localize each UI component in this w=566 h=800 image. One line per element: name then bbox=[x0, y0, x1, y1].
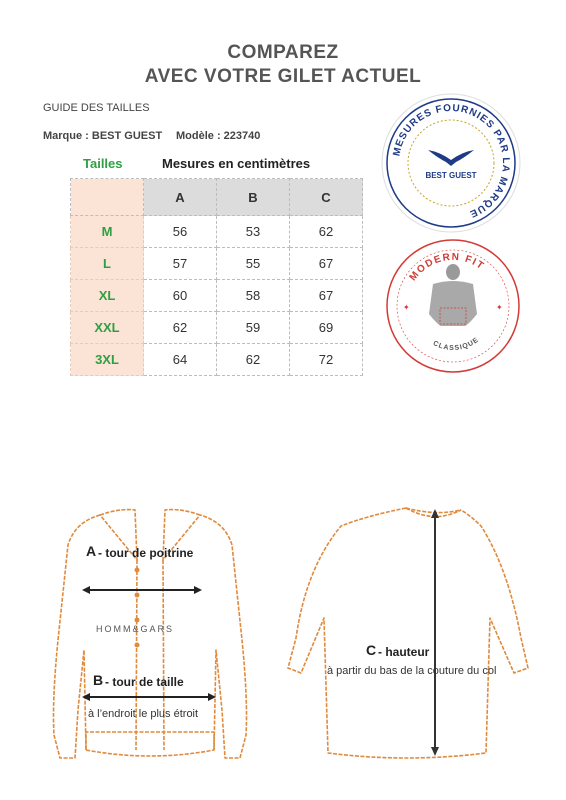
b-note: à l’endroit le plus étroit bbox=[88, 708, 199, 720]
size-cell: L bbox=[71, 248, 144, 280]
seal-ring-text: MESURES FOURNIES PAR LA MARQUE bbox=[391, 102, 512, 220]
size-cell: XXL bbox=[71, 312, 144, 344]
measure-cell: 69 bbox=[290, 312, 363, 344]
c-label: - hauteur bbox=[378, 645, 430, 659]
measure-cell: 58 bbox=[217, 280, 290, 312]
table-row bbox=[71, 248, 363, 280]
size-cell: M bbox=[71, 216, 144, 248]
measure-cell: 62 bbox=[144, 312, 217, 344]
a-label: - tour de poitrine bbox=[98, 546, 194, 560]
measure-cell: 59 bbox=[217, 312, 290, 344]
garment-logo: HOMM&GARS bbox=[96, 624, 175, 634]
seal-logo-text: BEST GUEST bbox=[425, 171, 477, 180]
modern-fit-seal bbox=[385, 238, 521, 374]
star-right-icon: ✦ bbox=[496, 303, 503, 312]
cardigan-front-diagram bbox=[40, 500, 260, 770]
modern-fit-text: MODERN FIT bbox=[407, 251, 487, 284]
waist-measure-arrow bbox=[82, 693, 216, 701]
b-letter: B bbox=[93, 672, 104, 688]
brand-line: Marque : BEST GUEST bbox=[43, 130, 163, 142]
chest-measure-arrow bbox=[82, 586, 202, 594]
measure-cell: 67 bbox=[290, 248, 363, 280]
measure-cell: 55 bbox=[217, 248, 290, 280]
measure-cell: 64 bbox=[144, 344, 217, 376]
measures-header: Mesures en centimètres bbox=[162, 156, 311, 171]
title-line-2: AVEC VOTRE GILET ACTUEL bbox=[144, 66, 422, 87]
size-cell: XL bbox=[71, 280, 144, 312]
table-corner bbox=[71, 179, 144, 216]
measure-cell: 56 bbox=[144, 216, 217, 248]
table-row bbox=[71, 280, 363, 312]
column-header-a: A bbox=[144, 179, 217, 216]
table-row bbox=[71, 312, 363, 344]
measure-cell: 57 bbox=[144, 248, 217, 280]
size-table bbox=[70, 178, 363, 376]
c-letter: C bbox=[366, 642, 377, 658]
measure-cell: 62 bbox=[290, 216, 363, 248]
sizes-header: Tailles bbox=[83, 156, 123, 171]
table-row bbox=[71, 344, 363, 376]
star-left-icon: ✦ bbox=[403, 303, 410, 312]
brand-measures-seal bbox=[380, 92, 522, 234]
table-header-row bbox=[71, 179, 363, 216]
c-note: à partir du bas de la couture du col bbox=[327, 665, 497, 677]
column-header-b: B bbox=[217, 179, 290, 216]
cardigan-back-diagram bbox=[286, 498, 536, 768]
measure-cell: 60 bbox=[144, 280, 217, 312]
measure-cell: 72 bbox=[290, 344, 363, 376]
table-row bbox=[71, 216, 363, 248]
height-measure-arrow bbox=[431, 509, 439, 756]
guide-label: GUIDE DES TAILLES bbox=[43, 102, 150, 114]
title-line-1: COMPAREZ bbox=[227, 42, 339, 63]
model-line: Modèle : 223740 bbox=[176, 130, 261, 142]
b-label: - tour de taille bbox=[105, 675, 184, 689]
measure-cell: 53 bbox=[217, 216, 290, 248]
a-letter: A bbox=[86, 543, 97, 559]
column-header-c: C bbox=[290, 179, 363, 216]
measure-cell: 62 bbox=[217, 344, 290, 376]
classique-text: CLASSIQUE bbox=[431, 336, 481, 353]
measure-cell: 67 bbox=[290, 280, 363, 312]
size-cell: 3XL bbox=[71, 344, 144, 376]
